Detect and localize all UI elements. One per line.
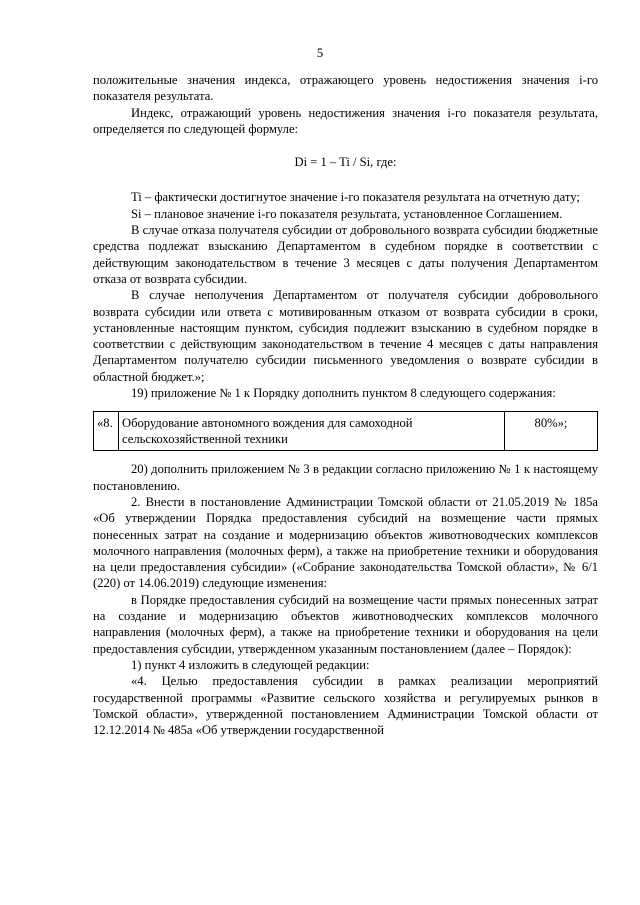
paragraph: 1) пункт 4 изложить в следующей редакции: [131, 657, 370, 672]
table-cell-value: 80%»; [505, 412, 598, 451]
document-body [93, 72, 598, 738]
paragraph: в Порядке предоставления субсидий на возмещение части прямых понесенных затрат на создание и модернизацию объектов животноводческих комплексов молочного направления (молочных ферм), а также на приобретение техники и оборудования на цели предоставления субсидии, утвержденном указанным постановлением (далее – Порядок): [93, 592, 598, 656]
paragraph: В случае отказа получателя субсидии от добровольного возврата субсидии бюджетные средства подлежат взысканию Департаментом в судебном порядке в соответствии с действующим законодательством в течение 3 месяцев с даты получения Департаментом отказа от возврата субсидии. [93, 223, 598, 286]
paragraph: Индекс, отражающий уровень недостижения значения i-го показателя результата, определяется по следующей формуле: [93, 105, 598, 136]
table-row [94, 412, 598, 451]
paragraph: Si – плановое значение i-го показателя результата, установленное Соглашением. [131, 206, 563, 221]
paragraph: 2. Внести в постановление Администрации Томской области от 21.05.2019 № 185а «Об утверждении Порядка предоставления субсидий на возмещение части прямых понесенных затрат на создание и модернизацию объектов животноводческих комплексов молочного направления (молочных ферм), а также на приобретение техники и оборудования на цели предоставления субсидии» («Собрание законодательства Томской области», № 6/1 (220) от 14.06.2019) следующие изменения: [93, 494, 598, 591]
page-number: 5 [316, 46, 324, 60]
paragraph: положительные значения индекса, отражающего уровень недостижения значения i-го показателя результата. [93, 73, 598, 104]
table-cell-number: «8. [94, 412, 119, 451]
paragraph: В случае неполучения Департаментом от получателя субсидии добровольного возврата субсидии или ответа с мотивированным отказом от возврата субсидии в сроки, установленные настоящим пунктом, субсидия подлежит взысканию в судебном порядке в соответствии с действующим законодательством в течение 4 месяцев с даты направления Департаментом получателю субсидии письменного уведомления о возврате субсидии в областной бюджет.»; [93, 288, 598, 384]
formula: Di = 1 – Ti / Si, где: [294, 155, 397, 170]
paragraph: 19) приложение № 1 к Порядку дополнить пунктом 8 следующего содержания: [131, 386, 556, 401]
paragraph: Ti – фактически достигнутое значение i-го показателя результата на отчетную дату; [131, 190, 580, 205]
amendment-table [93, 411, 598, 451]
paragraph: «4. Целью предоставления субсидии в рамках реализации мероприятий государственной программы «Развитие сельского хозяйства и регулируемых рынков в Томской области», утвержденной постановлением Администрации Томской области от 12.12.2014 № 485а «Об утверждении государственной [93, 674, 598, 738]
paragraph: 20) дополнить приложением № 3 в редакции согласно приложению № 1 к настоящему постановлению. [93, 462, 598, 493]
table-cell-text: Оборудование автономного вождения для самоходной сельскохозяйственной техники [119, 412, 505, 451]
